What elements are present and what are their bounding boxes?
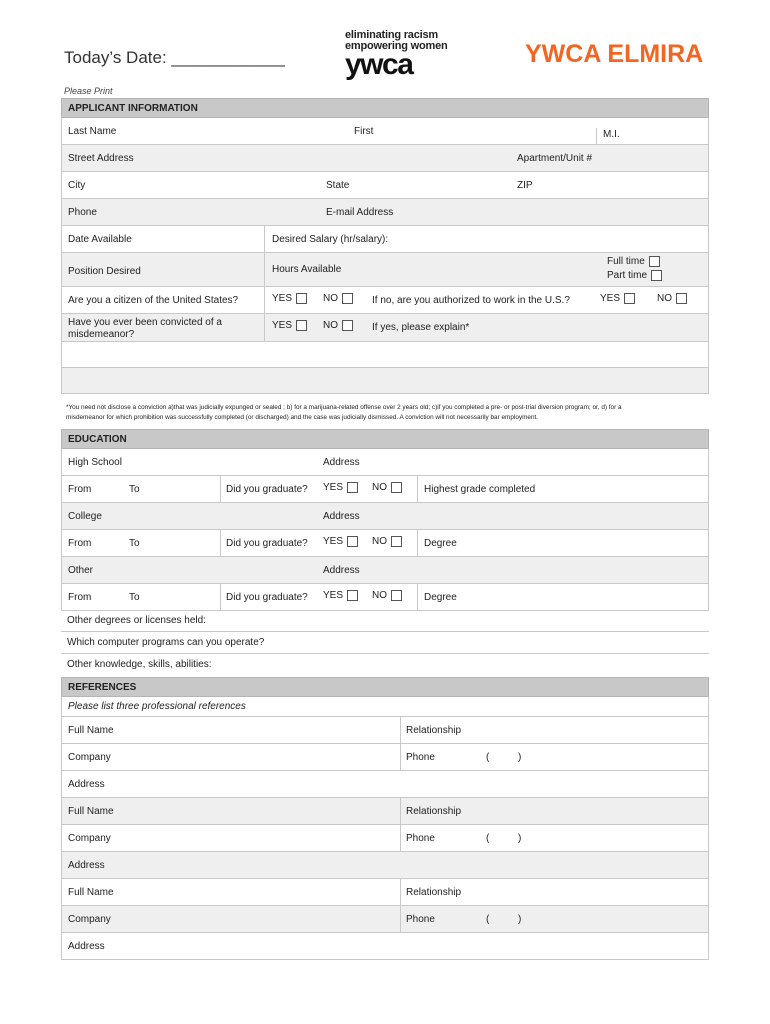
from-label: From: [68, 538, 92, 549]
name-row: [61, 118, 709, 145]
references-section: [61, 677, 709, 960]
address-label: Address: [68, 941, 105, 952]
authorized-yes[interactable]: [600, 293, 635, 304]
conviction-note: [66, 403, 706, 423]
ywca-logo: [345, 30, 465, 86]
explain-line-1[interactable]: [61, 342, 709, 368]
ref1-address-row: [61, 771, 709, 798]
divider: [220, 476, 221, 502]
relationship-label: Relationship: [406, 725, 462, 736]
convicted-no-checkbox[interactable]: [342, 320, 353, 331]
other-no[interactable]: [372, 590, 402, 601]
ref2-company-row: [61, 825, 709, 852]
ref2-address-row: [61, 852, 709, 879]
degree-label: Degree: [424, 592, 457, 603]
knowledge-label: Other knowledge, skills, abilities:: [67, 659, 212, 670]
phone-label: Phone: [406, 914, 435, 925]
logo-wordmark: ywca: [345, 48, 413, 81]
yes-label: YES: [323, 482, 344, 494]
no-label: NO: [372, 482, 387, 494]
to-label: To: [129, 592, 140, 603]
full-time-label: Full time: [607, 256, 645, 268]
authorized-question: If no, are you authorized to work in the U.S.?: [372, 295, 570, 306]
applicant-title: APPLICANT INFORMATION: [68, 103, 198, 114]
company-label: Company: [68, 833, 111, 844]
ref2-name-row: [61, 798, 709, 825]
convicted-row: [61, 314, 709, 342]
other-address-label: Address: [323, 565, 360, 576]
other-degrees-label: Other degrees or licenses held:: [67, 615, 206, 626]
college-no[interactable]: [372, 536, 402, 547]
hs-dates-row: [61, 476, 709, 503]
part-time-checkbox[interactable]: [651, 270, 662, 281]
computer-programs-label: Which computer programs can you operate?: [67, 637, 265, 648]
hours-label: Hours Available: [272, 264, 342, 275]
ref1-company-row: [61, 744, 709, 771]
divider: [264, 287, 265, 313]
divider: [417, 530, 418, 556]
area-code-open: (: [486, 833, 490, 844]
divider: [400, 744, 401, 770]
divider: [264, 226, 265, 252]
divider: [220, 530, 221, 556]
no-label: NO: [657, 293, 672, 305]
last-name-label: Last Name: [68, 126, 117, 137]
please-print: Please Print: [64, 86, 113, 96]
part-time-label: Part time: [607, 270, 648, 282]
knowledge-field[interactable]: [61, 654, 709, 676]
from-label: From: [68, 592, 92, 603]
phone-label: Phone: [406, 833, 435, 844]
college-yes[interactable]: [323, 536, 358, 547]
hs-no-checkbox[interactable]: [391, 482, 402, 493]
other-degrees-field[interactable]: [61, 610, 709, 632]
note-line-2: misdemeanor for which prohibition was successfully completed (or discharged) and the case was judicially dismissed. A conviction will not necessarily bar employment.: [66, 414, 539, 421]
college-no-checkbox[interactable]: [391, 536, 402, 547]
full-time-checkbox[interactable]: [649, 256, 660, 267]
full-name-label: Full Name: [68, 887, 114, 898]
apt-label: Apartment/Unit #: [517, 153, 593, 164]
address-label: Address: [68, 860, 105, 871]
graduate-label: Did you graduate?: [226, 484, 308, 495]
divider: [596, 128, 597, 144]
degree-label: Degree: [424, 538, 457, 549]
divider: [400, 906, 401, 932]
full-time-option[interactable]: [607, 256, 660, 267]
other-yes[interactable]: [323, 590, 358, 601]
divider: [400, 879, 401, 905]
graduate-label: Did you graduate?: [226, 592, 308, 603]
area-code-open: (: [486, 914, 490, 925]
logo-tagline-2: empowering women: [345, 40, 448, 52]
college-label: College: [68, 511, 102, 522]
state-label: State: [326, 180, 350, 191]
area-code-close: ): [518, 752, 522, 763]
other-dates-row: [61, 584, 709, 611]
hs-yes[interactable]: [323, 482, 358, 493]
authorized-no-checkbox[interactable]: [676, 293, 687, 304]
education-section: [61, 429, 709, 611]
to-label: To: [129, 484, 140, 495]
divider: [264, 314, 265, 341]
divider: [264, 253, 265, 286]
first-name-label: First: [354, 126, 374, 137]
relationship-label: Relationship: [406, 887, 462, 898]
applicant-section: [61, 98, 709, 394]
ref3-name-row: [61, 879, 709, 906]
email-label: E-mail Address: [326, 207, 394, 218]
citizen-yes-checkbox[interactable]: [296, 293, 307, 304]
street-row: [61, 145, 709, 172]
college-yes-checkbox[interactable]: [347, 536, 358, 547]
no-label: NO: [323, 320, 338, 332]
convicted-question-1: Have you ever been convicted of a: [68, 317, 222, 328]
zip-label: ZIP: [517, 180, 533, 191]
divider: [400, 717, 401, 743]
area-code-open: (: [486, 752, 490, 763]
from-label: From: [68, 484, 92, 495]
convicted-no[interactable]: [323, 320, 353, 331]
divider: [417, 476, 418, 502]
education-title: EDUCATION: [68, 434, 127, 445]
no-label: NO: [372, 536, 387, 548]
mi-label: M.I.: [603, 129, 620, 140]
applicant-header: [61, 98, 709, 118]
high-school-row: [61, 449, 709, 476]
phone-row: [61, 199, 709, 226]
brand-title: YWCA ELMIRA: [525, 40, 704, 68]
city-row: [61, 172, 709, 199]
hs-address-label: Address: [323, 457, 360, 468]
availability-row: [61, 226, 709, 253]
position-row: [61, 253, 709, 287]
city-label: City: [68, 180, 86, 191]
full-name-label: Full Name: [68, 725, 114, 736]
yes-label: YES: [600, 293, 621, 305]
yes-label: YES: [323, 536, 344, 548]
divider: [220, 584, 221, 610]
highest-grade-label: Highest grade completed: [424, 484, 536, 495]
computer-programs-field[interactable]: [61, 632, 709, 654]
address-label: Address: [68, 779, 105, 790]
other-yes-checkbox[interactable]: [347, 590, 358, 601]
education-header: [61, 429, 709, 449]
hs-yes-checkbox[interactable]: [347, 482, 358, 493]
ref3-company-row: [61, 906, 709, 933]
part-time-option[interactable]: [607, 270, 662, 281]
convicted-yes-checkbox[interactable]: [296, 320, 307, 331]
logo-tagline-1: eliminating racism: [345, 29, 438, 41]
references-subtitle: Please list three professional references: [68, 701, 246, 712]
references-title: REFERENCES: [68, 682, 137, 693]
citizen-question: Are you a citizen of the United States?: [68, 295, 239, 306]
college-row: [61, 503, 709, 530]
other-no-checkbox[interactable]: [391, 590, 402, 601]
citizen-yes[interactable]: [272, 293, 307, 304]
ref3-address-row: [61, 933, 709, 960]
references-subtitle-row: [61, 697, 709, 717]
area-code-close: ): [518, 833, 522, 844]
divider: [417, 584, 418, 610]
authorized-no[interactable]: [657, 293, 687, 304]
college-dates-row: [61, 530, 709, 557]
divider: [400, 825, 401, 851]
other-label: Other: [68, 565, 94, 576]
convicted-question-2: misdemeanor?: [68, 329, 135, 340]
citizen-no-checkbox[interactable]: [342, 293, 353, 304]
yes-label: YES: [272, 293, 293, 305]
references-header: [61, 677, 709, 697]
explain-label: If yes, please explain*: [372, 322, 470, 333]
desired-salary-label: Desired Salary (hr/salary):: [272, 234, 389, 245]
to-label: To: [129, 538, 140, 549]
company-label: Company: [68, 914, 111, 925]
date-available-label: Date Available: [68, 234, 132, 245]
authorized-yes-checkbox[interactable]: [624, 293, 635, 304]
company-label: Company: [68, 752, 111, 763]
citizen-row: [61, 287, 709, 314]
explain-line-2[interactable]: [61, 368, 709, 394]
graduate-label: Did you graduate?: [226, 538, 308, 549]
yes-label: YES: [323, 590, 344, 602]
hs-no[interactable]: [372, 482, 402, 493]
no-label: NO: [323, 293, 338, 305]
phone-label: Phone: [68, 207, 97, 218]
ref1-name-row: [61, 717, 709, 744]
divider: [400, 798, 401, 824]
full-name-label: Full Name: [68, 806, 114, 817]
other-row: [61, 557, 709, 584]
convicted-yes[interactable]: [272, 320, 307, 331]
area-code-close: ): [518, 914, 522, 925]
position-label: Position Desired: [68, 266, 141, 277]
citizen-no[interactable]: [323, 293, 353, 304]
note-line-1: *You need not disclose a conviction a)that was judicially expunged or sealed ; b) for a marijuana-related offense over 2 years old; c)if you completed a pre- or post-trial diversion program; or, d) for a: [66, 404, 622, 411]
high-school-label: High School: [68, 457, 122, 468]
yes-label: YES: [272, 320, 293, 332]
street-label: Street Address: [68, 153, 134, 164]
phone-label: Phone: [406, 752, 435, 763]
todays-date-label: Today’s Date: ____________: [64, 48, 285, 67]
relationship-label: Relationship: [406, 806, 462, 817]
college-address-label: Address: [323, 511, 360, 522]
no-label: NO: [372, 590, 387, 602]
